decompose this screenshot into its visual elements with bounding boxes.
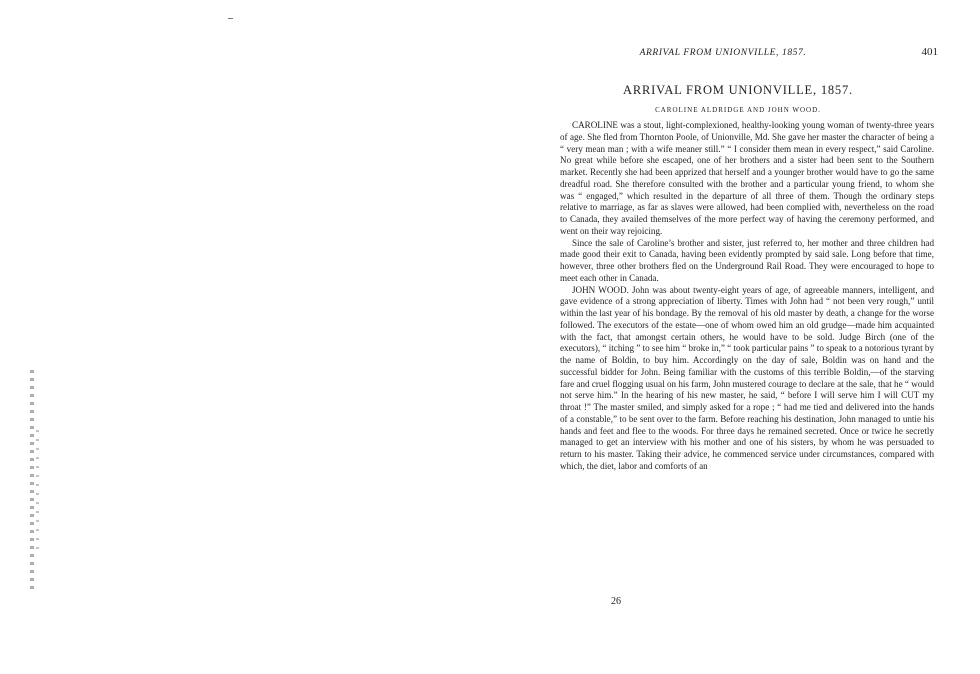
paragraph-sale: Since the sale of Caroline’s brother and sister, just referred to, her mother and three children had made good their exit to Canada, having been evidently prompted by said sale. Long before that time, however, three other brothers fled on the Underground Rail Road. They were encouraged to hope to meet each other in Canada. (560, 237, 934, 283)
right-page (548, 0, 948, 674)
body-text (560, 120, 934, 473)
page-number: 401 (921, 46, 938, 58)
signature-mark: 26 (611, 596, 621, 607)
scan-speck (228, 18, 233, 19)
binding-edge (30, 370, 34, 590)
paragraph-caroline: CAROLINE was a stout, light-complexioned, healthy-looking young woman of twenty-three years of age. She fled from Thornton Poole, of Unionville, Md. She gave her master the character of being a “ very mean man ; with a wife meaner still.” “ I consider them mean in every respect,” said Caroline. No great while before she escaped, one of her brothers and a sister had been sent to the Southern market. Recently she had been apprized that herself and a younger brother would have to go the same dreadful road. She therefore consulted with the brother and a particular young friend, to whom she was “ engaged,” which resulted in the departure of all three of them. Though the ordinary steps relative to marriage, as far as slaves were allowed, had been complied with, nevertheless on the road to Canada, they availed themselves of the more perfect way of having the ceremony performed, and went on their way rejoicing. (560, 120, 934, 236)
binding-edge-shadow (36, 430, 39, 550)
running-head: ARRIVAL FROM UNIONVILLE, 1857. (639, 48, 807, 58)
chapter-title: ARRIVAL FROM UNIONVILLE, 1857. (623, 83, 853, 97)
chapter-subtitle: CAROLINE ALDRIDGE AND JOHN WOOD. (655, 106, 821, 114)
paragraph-john-wood: JOHN WOOD. John was about twenty-eight years of age, of agreeable manners, intelligent, and gave evidence of a strong appreciation of liberty. Times with John had “ not been very rough,” until within the last year of his bondage. By the removal of his old master by death, a change for the worse followed. The executors of the estate—one of whom owed him an old grudge—made him acquainted with the fact, that amongst certain others, he would have to be sold. Judge Birch (one of the executors), “ itching ” to see him “ broke in,” “ took particular pains ” to speak to a notorious tyrant by the name of Boldin, to buy him. Accordingly on the day of sale, Boldin was on hand and the successful bidder for John. Being familiar with the customs of this terrible Boldin,—of the starving fare and cruel flogging usual on his farm, John mustered courage to declare at the sale, that he “ would not serve him.” In the hearing of his new master, he said, “ before I will serve him I will CUT my throat !” The master smiled, and simply asked for a rope ; “ had me tied and delivered into the hands of a constable,” to be sent over to the farm. Before reaching his destination, John managed to untie his hands and feet and flee to the woods. For three days he remained secreted. Once or twice he secretly managed to get an interview with his mother and one of his sisters, by whom he was persuaded to return to his master. Taking their advice, he commenced service under circumstances, compared with which, the diet, labor and comforts of an (560, 284, 934, 471)
